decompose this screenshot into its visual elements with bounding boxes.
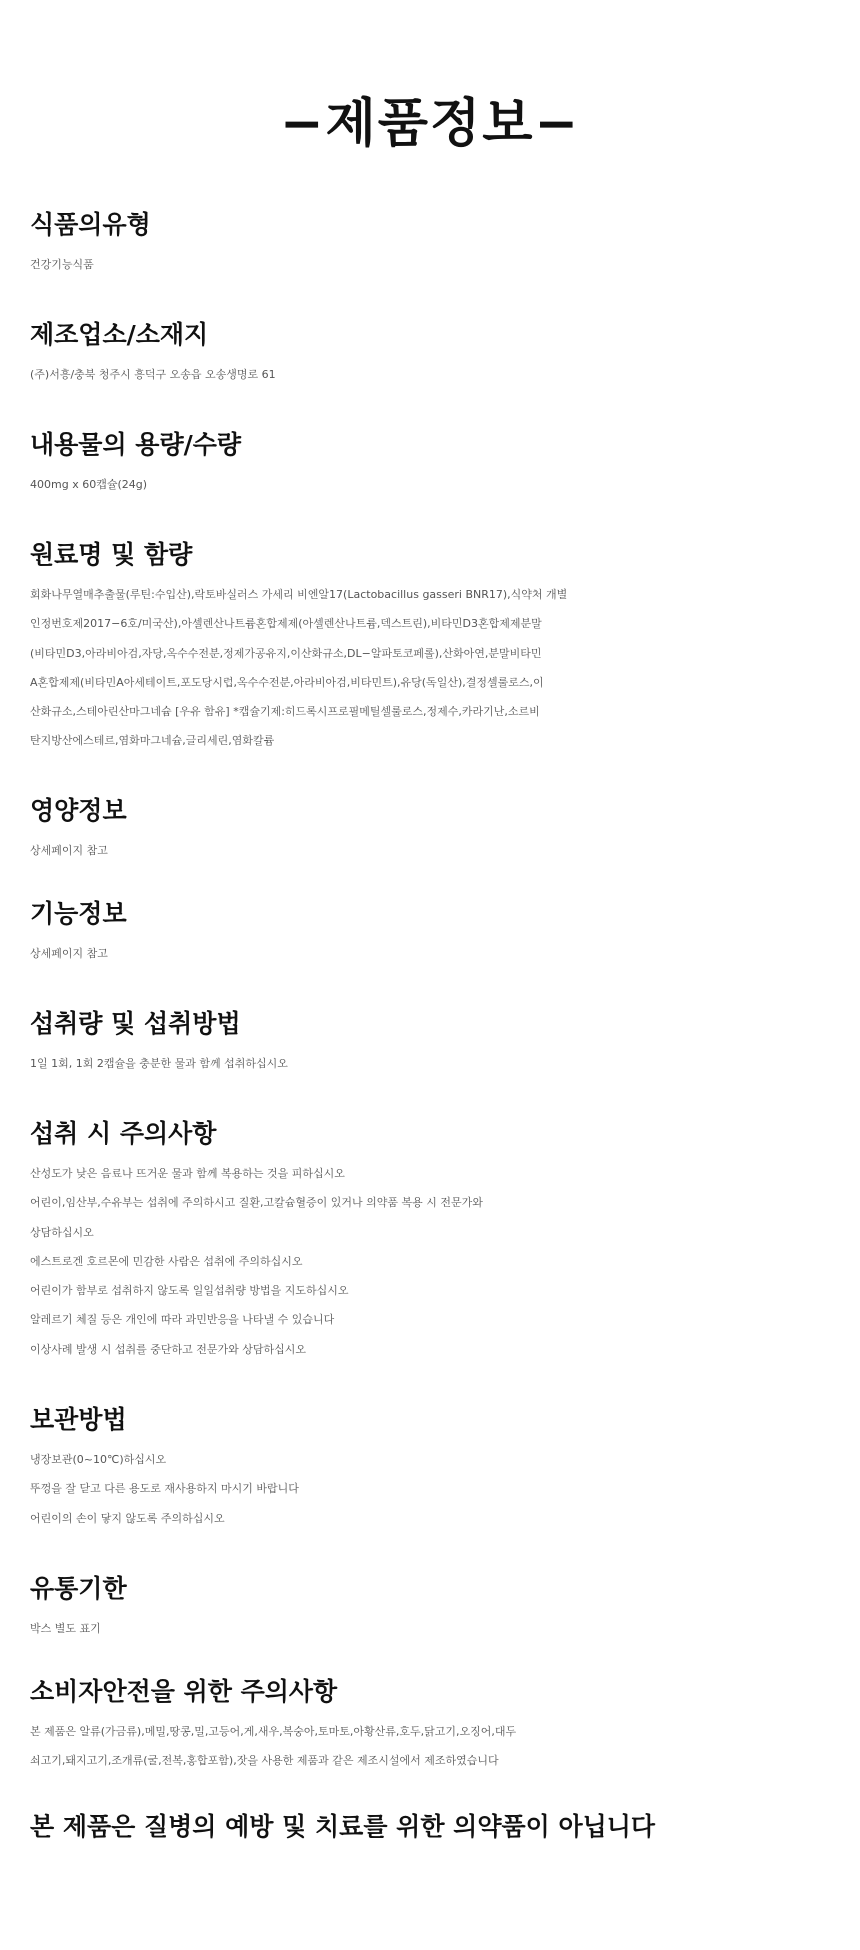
body-line: (비타민D3,아라비아검,자당,옥수수전분,정제가공유지,이산화규소,DL−알파토코페롤),산화아연,분말비타민 <box>30 646 542 660</box>
section-body <box>30 1614 840 1643</box>
section-heading: 소비자안전을 위한 주의사항 <box>30 1677 338 1706</box>
body-line: 400mg x 60캡슐(24g) <box>30 478 148 491</box>
body-line: 상세페이지 참고 <box>30 844 108 857</box>
section-body <box>30 836 840 865</box>
body-line: 상담하십시오 <box>30 1225 94 1239</box>
body-line: A혼합제제(비타민A아세테이트,포도당시럽,옥수수전분,아라비아검,비타민트),유당(독일산),결정셀룰로스,이 <box>30 675 544 689</box>
body-line: 에스트로겐 호르몬에 민감한 사람은 섭취에 주의하십시오 <box>30 1254 303 1268</box>
section-manufacturer <box>30 318 840 389</box>
section-heading: 원료명 및 함량 <box>30 540 193 569</box>
body-line: 뚜껑을 잘 닫고 다른 용도로 재사용하지 마시기 바랍니다 <box>30 1482 299 1496</box>
section-body <box>30 1159 840 1364</box>
section-heading: 제조업소/소재지 <box>30 320 209 349</box>
body-line: 어린이가 함부로 섭취하지 않도록 일일섭취량 방법을 지도하십시오 <box>30 1284 349 1298</box>
section-nutrition <box>30 794 840 865</box>
section-heading: 섭취량 및 섭취방법 <box>30 1009 241 1038</box>
section-body <box>30 1049 840 1078</box>
section-consumer-safety <box>30 1675 840 1776</box>
body-line: 인정번호제2017−6호/미국산),아셀렌산나트륨혼합제제(아셀렌산나트륨,덱스트린),비타민D3혼합제제분말 <box>30 617 542 631</box>
section-heading: 보관방법 <box>30 1405 127 1434</box>
body-line: 어린이의 손이 닿지 않도록 주의하십시오 <box>30 1511 225 1525</box>
body-line: 냉장보관(0~10℃)하십시오 <box>30 1453 167 1466</box>
page-title: −제품정보− <box>279 94 581 154</box>
body-line: (주)서흥/충북 청주시 흥덕구 오송읍 오송생명로 61 <box>30 368 276 381</box>
section-intake-cautions <box>30 1117 840 1364</box>
body-line: 산화규소,스테아린산마그네슘 [우유 함유] *캡슐기제:히드록시프로필메틸셀룰로스,정제수,카라기난,소르비 <box>30 705 540 719</box>
section-body <box>30 1445 840 1533</box>
not-medicine-notice: 본 제품은 질병의 예방 및 치료를 위한 의약품이 아닙니다 <box>30 1812 656 1841</box>
section-intake-method <box>30 1007 840 1078</box>
section-heading: 식품의유형 <box>30 210 151 239</box>
section-body <box>30 470 840 499</box>
section-body <box>30 250 840 279</box>
section-body <box>30 939 840 968</box>
section-capacity <box>30 428 840 499</box>
body-line: 알레르기 체질 등은 개인에 따라 과민반응을 나타낼 수 있습니다 <box>30 1313 335 1327</box>
section-heading: 내용물의 용량/수량 <box>30 430 242 459</box>
body-line: 탄지방산에스테르,염화마그네슘,글리세린,염화칼륨 <box>30 734 275 748</box>
body-line: 산성도가 낮은 음료나 뜨거운 물과 함께 복용하는 것을 피하십시오 <box>30 1167 345 1180</box>
section-body <box>30 1717 840 1776</box>
section-ingredients <box>30 538 840 756</box>
section-heading: 유통기한 <box>30 1574 127 1603</box>
body-line: 상세페이지 참고 <box>30 947 108 960</box>
section-body <box>30 580 840 756</box>
body-line: 이상사례 발생 시 섭취를 중단하고 전문가와 상담하십시오 <box>30 1342 307 1356</box>
section-heading: 섭취 시 주의사항 <box>30 1119 217 1148</box>
section-food-type <box>30 208 840 279</box>
body-line: 박스 별도 표기 <box>30 1622 101 1635</box>
section-body <box>30 360 840 389</box>
section-heading: 기능정보 <box>30 899 127 928</box>
body-line: 어린이,임산부,수유부는 섭취에 주의하시고 질환,고칼슘혈증이 있거나 의약품 복용 시 전문가와 <box>30 1196 483 1210</box>
body-line: 쇠고기,돼지고기,조개류(굴,전복,홍합포함),잣을 사용한 제품과 같은 제조시설에서 제조하였습니다 <box>30 1754 499 1768</box>
body-line: 본 제품은 알류(가금류),메밀,땅콩,밀,고등어,게,새우,복숭아,토마토,아황산류,호두,닭고기,오징어,대두 <box>30 1725 517 1738</box>
body-line: 1일 1회, 1회 2캡슐을 충분한 물과 함께 섭취하십시오 <box>30 1057 288 1070</box>
section-function <box>30 897 840 968</box>
section-expiration <box>30 1572 840 1643</box>
body-line: 건강기능식품 <box>30 258 94 271</box>
body-line: 회화나무열매추출물(루틴:수입산),락토바실러스 가세리 비엔알17(Lactobacillus gasseri BNR17),식약처 개별 <box>30 588 568 601</box>
section-storage <box>30 1403 840 1533</box>
section-heading: 영양정보 <box>30 796 127 825</box>
